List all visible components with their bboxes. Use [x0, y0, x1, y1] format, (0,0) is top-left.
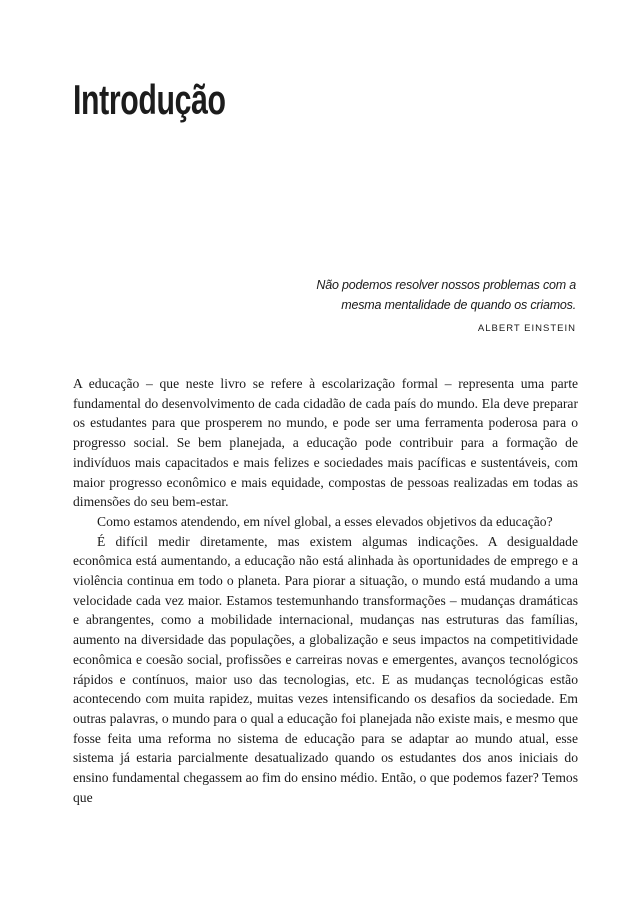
chapter-title: Introdução [73, 76, 226, 123]
epigraph-author: ALBERT EINSTEIN [477, 323, 576, 334]
body-text [73, 374, 578, 807]
epigraph-line-1: Não podemos resolver nossos problemas com a [316, 278, 576, 292]
paragraph-2: Como estamos atendendo, em nível global, a esses elevados objetivos da educação? [97, 513, 553, 529]
paragraph-3: É difícil medir diretamente, mas existem algumas indicações. A desigualdade econômica está aumentando, a educação não está alinhada às oportunidades de emprego e a violência continua em todo o planeta. Para piorar a situação, o mundo está mudando a uma velocidade cada vez maior. Estamos testemunhando transformações – mudanças dramáticas e abrangentes, como a mobilidade internacional, mudanças nas estruturas das famílias, aumento na diversidade das populações, a globalização e seus impactos na competitividade econômica e coesão social, profissões e carreiras novas e emergentes, avanços tecnológicos rápidos e contínuos, maior uso das tecnologias, etc. E as mudanças tecnológicas estão acontecendo com muita rapidez, muitas vezes intensificando os desafios da sociedade. Em outras palavras, o mundo para o qual a educação foi planejada não existe mais, e mesmo que fosse feita uma reforma no sistema de educação para se adaptar ao mundo atual, esse sistema já estaria parcialmente desatualizado quando os estudantes dos anos iniciais do ensino fundamental chegassem ao fim do ensino médio. Então, o que podemos fazer? Temos que [73, 533, 578, 805]
epigraph-line-2: mesma mentalidade de quando os criamos. [341, 298, 576, 312]
epigraph-quote [256, 275, 576, 315]
epigraph [256, 275, 576, 337]
paragraph-1: A educação – que neste livro se refere à escolarização formal – representa uma parte fundamental do desenvolvimento de cada cidadão de cada país do mundo. Ela deve preparar os estudantes para que prosperem no mundo, e pode ser uma ferramenta poderosa para o progresso social. Se bem planejada, a educação pode contribuir para a formação de indivíduos mais capacitados e mais felizes e sociedades mais pacíficas e sustentáveis, com maior progresso econômico e mais equidade, compostas de pessoas realizadas em todas as dimensões do seu bem-estar. [73, 376, 578, 510]
